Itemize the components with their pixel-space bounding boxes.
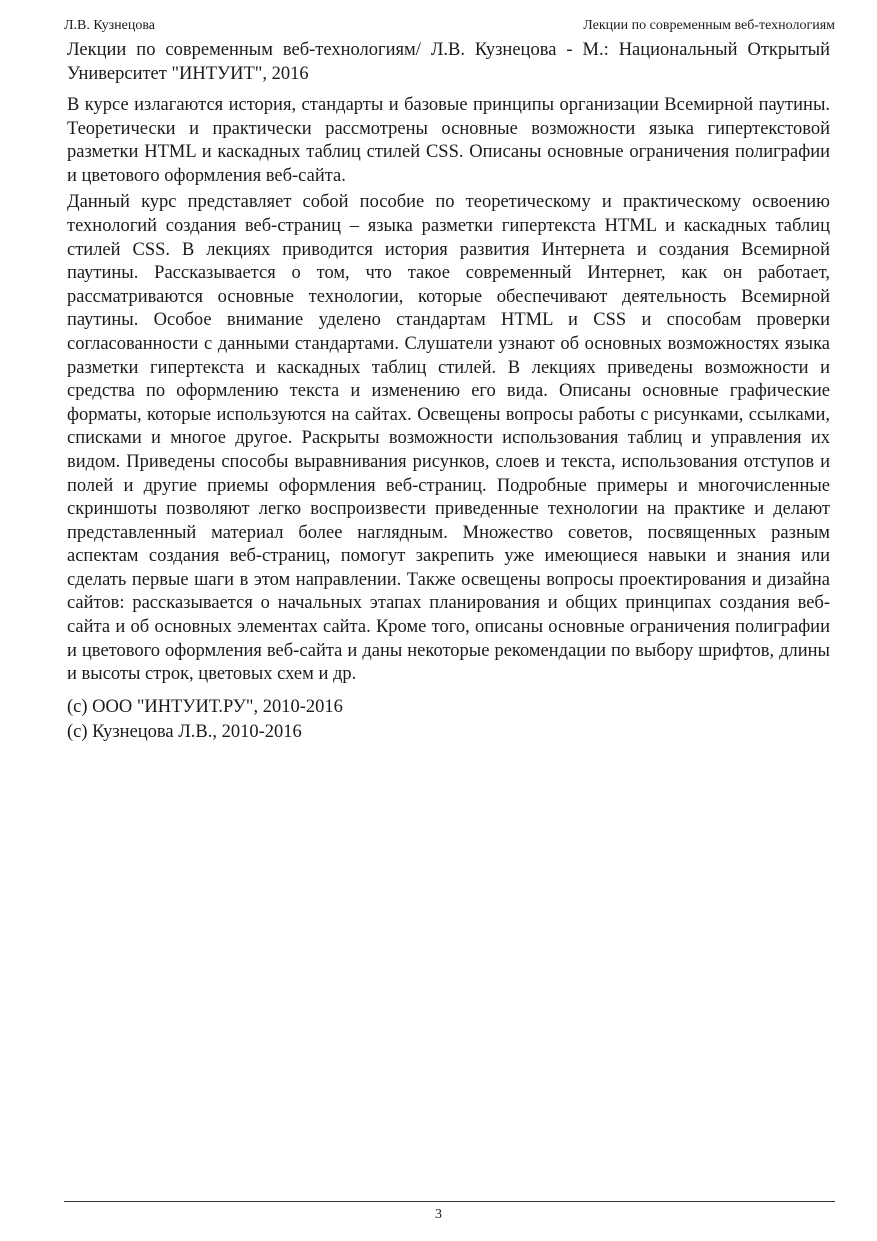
abstract-paragraph: В курсе излагаются история, стандарты и базовые принципы организации Всемирной паутины. Теоретически и практически рассмотрены основные возможности языка гипертекстовой разметки HTML и каскадных таблиц стилей CSS. Описаны основные ограничения полиграфии и цветового оформления веб-сайта. [67,95,830,186]
page-number: 3 [435,1207,442,1222]
page-content [67,39,830,745]
footer-divider [64,1201,835,1202]
bibliographic-citation: Лекции по современным веб-технологиям/ Л.В. Кузнецова - М.: Национальный Открытый Университет "ИНТУИТ", 2016 [67,40,830,84]
header-author: Л.В. Кузнецова [64,18,155,33]
header-course-title: Лекции по современным веб-технологиям [583,18,835,33]
copyright-line: (c) Кузнецова Л.В., 2010-2016 [67,721,302,742]
copyright-line: (c) ООО "ИНТУИТ.РУ", 2010-2016 [67,696,343,717]
copyright-block [67,695,830,745]
running-header [64,16,835,36]
description-paragraph: Данный курс представляет собой пособие по теоретическому и практическому освоению технологий создания веб-страниц – языка разметки гипертекста HTML и каскадных таблиц стилей CSS. В лекциях приводится история развития Интернета и создания Всемирной паутины. Рассказывается о том, что такое современный Интернет, как он работает, рассматриваются основные технологии, которые обеспечивают деятельность Всемирной паутины. Особое внимание уделено стандартам HTML и CSS и способам проверки согласованности с данными стандартами. Слушатели узнают об основных возможностях языка разметки гипертекста и каскадных таблиц стилей. В лекциях приведены возможности и средства по оформлению текста и изменению его вида. Описаны основные графические форматы, которые используются на сайтах. Освещены вопросы работы с рисунками, ссылками, списками и многое другое. Раскрыты возможности использования таблиц и управления их видом. Приведены способы выравнивания рисунков, слоев и текста, использования отступов и полей и другие приемы оформления веб-страниц. Подробные примеры и многочисленные скриншоты позволяют легко воспроизвести приведенные технологии на практике и делают представленный материал более наглядным. Множество советов, посвященных разным аспектам создания веб-страниц, помогут закрепить уже имеющиеся навыки и знания или сделать первые шаги в этом направлении. Также освещены вопросы проектирования и дизайна сайтов: рассказывается о начальных этапах планирования и общих принципах создания веб-сайта и об основных элементах сайта. Кроме того, описаны основные ограничения полиграфии и цветового оформления веб-сайта и даны некоторые рекомендации по выбору шрифтов, длины и высоты строк, цветовых схем и др. [67,192,830,685]
